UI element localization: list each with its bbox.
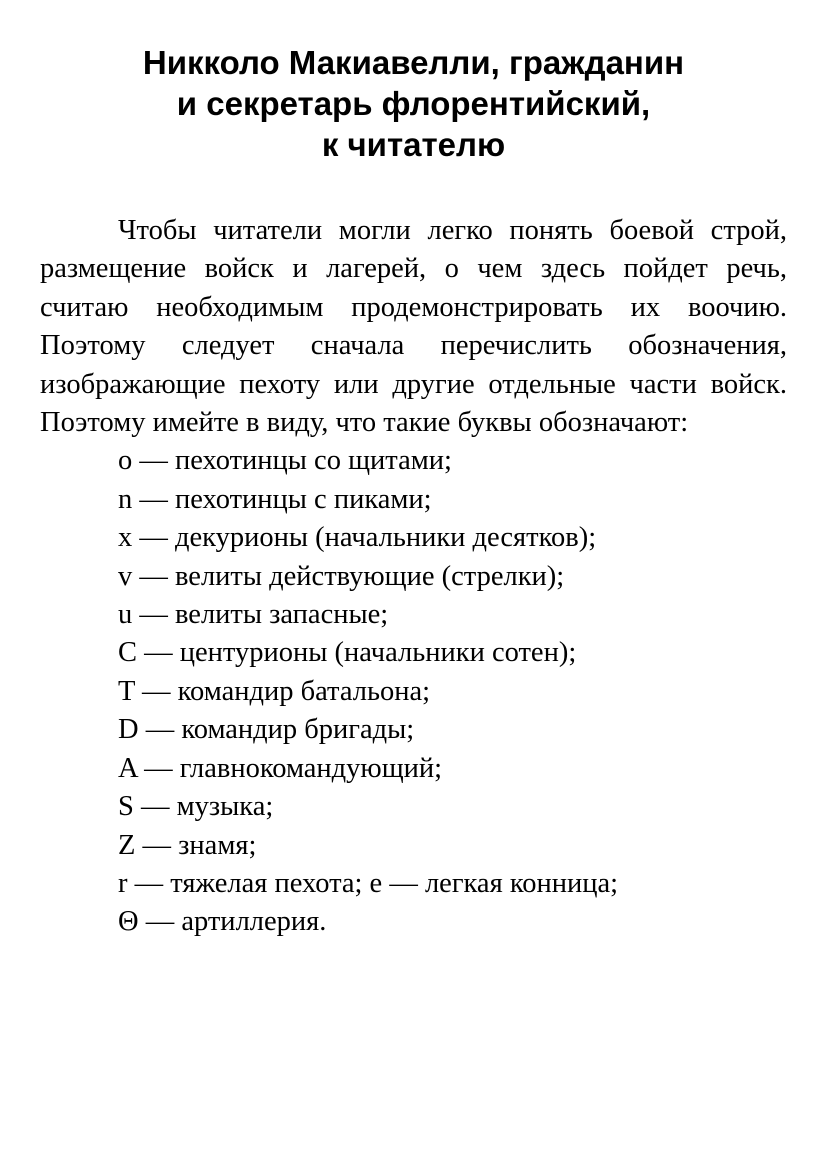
intro-paragraph: Чтобы читатели могли легко понять боевой строй, размещение войск и лагерей, о чем здесь пойдет речь, считаю необходимым продемонстрировать их воочию. Поэтому следует сначала перечислить обозначения, изображающие пехоту или другие отдельные части войск. Поэтому имейте в виду, что такие буквы обозначают: [40, 215, 787, 439]
legend-item: u — велиты запасные; [118, 599, 389, 631]
legend-item: A — главнокомандующий; [118, 752, 443, 784]
legend-item: v — велиты действующие (стрелки); [118, 560, 565, 592]
body-text [40, 212, 787, 942]
legend-item: x — декурионы (начальники десятков); [118, 522, 597, 554]
legend-item: D — командир бригады; [118, 714, 415, 746]
legend-item: Z — знамя; [118, 829, 257, 861]
legend-item: C — центурионы (начальники сотен); [118, 637, 577, 669]
legend-item: T — командир батальона; [118, 675, 431, 707]
legend-item: n — пехотинцы с пиками; [118, 483, 432, 515]
legend-item: Θ — артиллерия. [118, 906, 327, 938]
title-line-3: к читателю [321, 126, 506, 163]
page-title [40, 42, 787, 165]
title-line-2: и секретарь флорентийский, [176, 85, 651, 122]
legend-item: o — пехотинцы со щитами; [118, 445, 452, 477]
legend-item: S — музыка; [118, 791, 274, 823]
title-line-1: Никколо Макиавелли, гражданин [142, 44, 685, 81]
symbol-legend [40, 442, 787, 941]
legend-item: r — тяжелая пехота; e — легкая конница; [118, 867, 619, 899]
